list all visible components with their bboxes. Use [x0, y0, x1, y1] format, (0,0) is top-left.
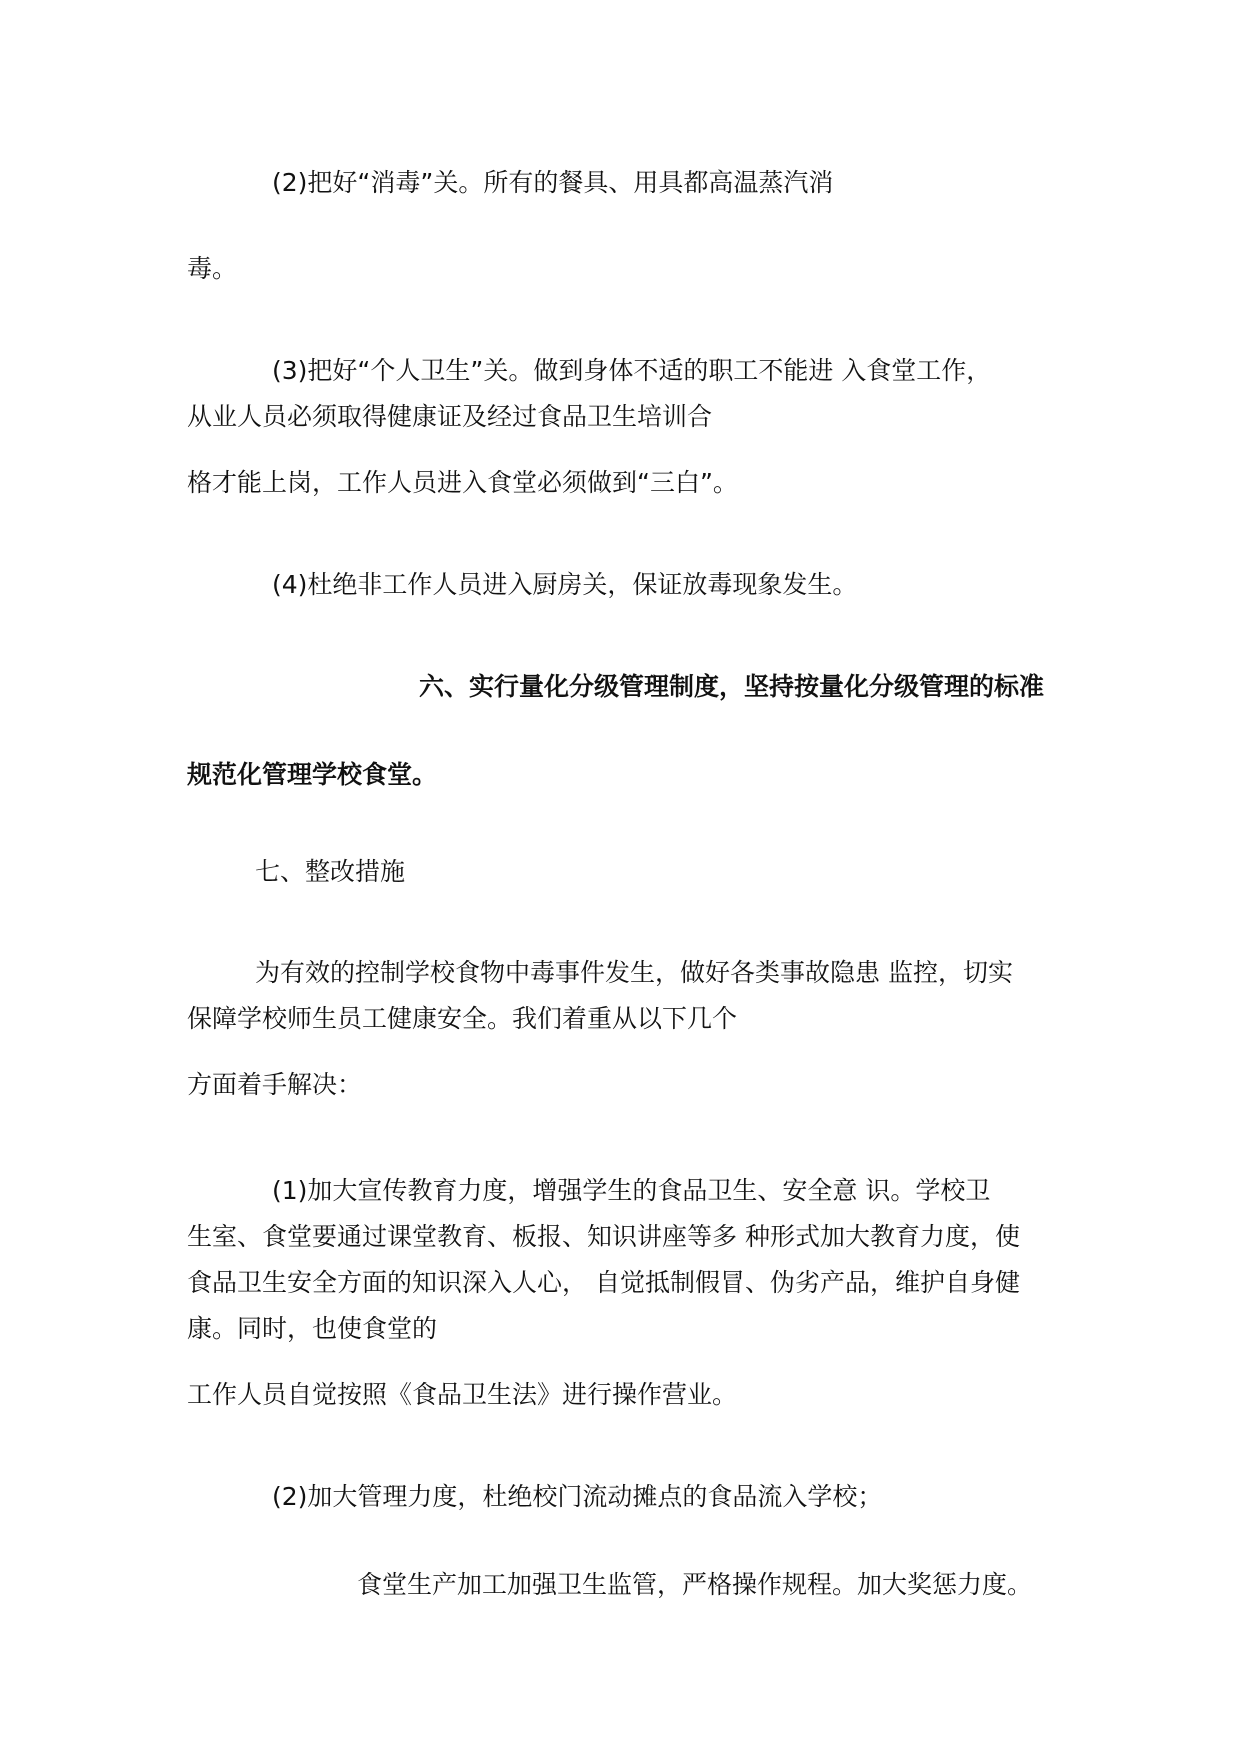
- para-intro-line-3: 方面着手解决：: [187, 1070, 363, 1099]
- para-education-line-5: 工作人员自觉按照《食品卫生法》进行操作营业。: [187, 1380, 738, 1409]
- para-kitchen-access: (4)杜绝非工作人员进入厨房关，保证放毒现象发生。: [272, 570, 858, 599]
- para-hygiene-line-1: (3)把好“个人卫生”关。做到身体不适的职工不能进 入食堂工作，: [272, 356, 992, 385]
- para-intro-line-2: 保障学校师生员工健康安全。我们着重从以下几个: [187, 1004, 738, 1033]
- para-disinfection-line-2: 毒。: [187, 254, 238, 283]
- para-education-line-4: 康。同时，也使食堂的: [187, 1314, 438, 1343]
- para-disinfection-line-1: (2)把好“消毒”关。所有的餐具、用具都高温蒸汽消: [272, 168, 834, 197]
- section-six-heading-line-2: 规范化管理学校食堂。: [187, 760, 438, 789]
- para-hygiene-line-3: 格才能上岗，工作人员进入食堂必须做到“三白”。: [187, 468, 738, 497]
- para-intro-line-1: 为有效的控制学校食物中毒事件发生，做好各类事故隐患 监控，切实: [255, 958, 1013, 987]
- section-six-heading-line-1: 六、实行量化分级管理制度，坚持按量化分级管理的标准: [419, 672, 1045, 701]
- para-management-line-1: (2)加大管理力度，杜绝校门流动摊点的食品流入学校；: [272, 1482, 883, 1511]
- para-hygiene-line-2: 从业人员必须取得健康证及经过食品卫生培训合: [187, 402, 713, 431]
- para-education-line-2: 生室、食堂要通过课堂教育、板报、知识讲座等多 种形式加大教育力度，使: [187, 1222, 1020, 1251]
- para-education-line-3: 食品卫生安全方面的知识深入人心， 自觉抵制假冒、伪劣产品，维护自身健: [187, 1268, 1020, 1297]
- section-seven-heading: 七、整改措施: [255, 857, 406, 886]
- para-education-line-1: (1)加大宣传教育力度，增强学生的食品卫生、安全意 识。学校卫: [272, 1176, 991, 1205]
- para-management-line-2: 食堂生产加工加强卫生监管，严格操作规程。加大奖惩力度。: [357, 1570, 1033, 1599]
